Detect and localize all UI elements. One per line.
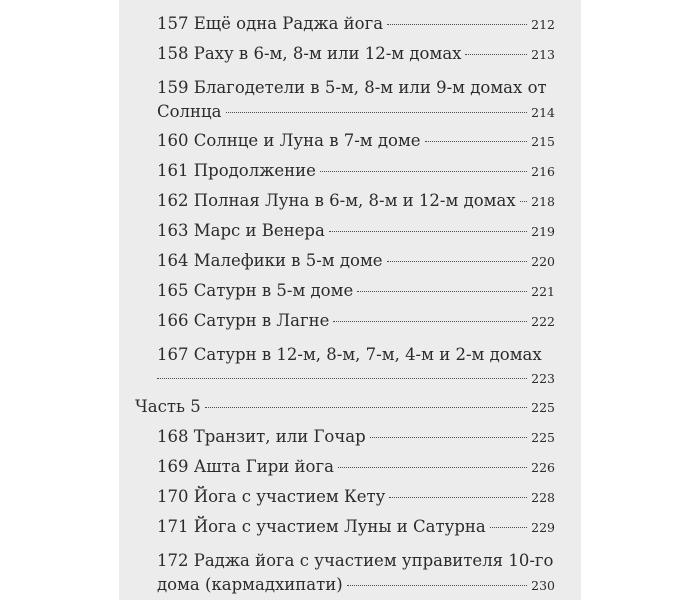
toc-entry-page: 226	[531, 460, 555, 475]
toc-entry-title: 172 Раджа йога с участием управителя 10-го	[157, 551, 554, 570]
toc-entry-168[interactable]	[135, 427, 555, 457]
dot-leader	[338, 467, 527, 468]
toc-entry-title: 161 Продолжение	[157, 161, 316, 180]
toc-entry-158[interactable]	[135, 44, 555, 74]
toc-entry-page: 219	[531, 224, 555, 239]
toc-entry-title: 168 Транзит, или Гочар	[157, 427, 366, 446]
toc-entry-page: 229	[531, 520, 555, 535]
dot-leader	[333, 321, 527, 322]
toc-entry-page: 215	[531, 134, 555, 149]
toc-entry-166[interactable]	[135, 311, 555, 341]
dot-leader	[347, 585, 527, 586]
toc-entry-page: 225	[531, 430, 555, 445]
dot-leader	[425, 141, 528, 142]
toc-entry-172[interactable]	[135, 547, 555, 600]
toc-entry-title: 162 Полная Луна в 6-м, 8-м и 12-м домах	[157, 191, 516, 210]
toc-entry-164[interactable]	[135, 251, 555, 281]
toc-entry-title: 164 Малефики в 5-м доме	[157, 251, 383, 270]
dot-leader	[320, 171, 527, 172]
dot-leader	[389, 497, 527, 498]
toc-entry-title: 160 Солнце и Луна в 7-м доме	[157, 131, 421, 150]
toc-entry-page: 220	[531, 254, 555, 269]
toc-entry-title-continuation: Солнца	[157, 102, 222, 121]
toc-entry-page: 213	[531, 47, 555, 62]
dot-leader	[465, 54, 527, 55]
toc-entry-title: 165 Сатурн в 5-м доме	[157, 281, 354, 300]
toc-entry-171[interactable]	[135, 517, 555, 547]
toc-entry-page: 221	[531, 284, 555, 299]
toc-entry-165[interactable]	[135, 281, 555, 311]
toc-entry-title: 167 Сатурн в 12-м, 8-м, 7-м, 4-м и 2-м домах	[157, 345, 542, 364]
dot-leader	[205, 407, 527, 408]
toc-entry-title: 169 Ашта Гири йога	[157, 457, 334, 476]
dot-leader	[157, 378, 527, 379]
toc-entry-page: 218	[531, 194, 555, 209]
toc-entry-167[interactable]	[135, 341, 555, 397]
dot-leader	[520, 201, 528, 202]
dot-leader	[387, 24, 527, 25]
toc-entry-page: 214	[531, 105, 555, 120]
toc-part-title: Часть 5	[135, 397, 201, 416]
table-of-contents	[135, 14, 555, 600]
toc-entry-title: 170 Йога с участием Кету	[157, 487, 386, 506]
toc-entry-169[interactable]	[135, 457, 555, 487]
toc-entry-page: 230	[531, 578, 555, 593]
toc-entry-162[interactable]	[135, 191, 555, 221]
book-page	[119, 0, 581, 600]
toc-entry-170[interactable]	[135, 487, 555, 517]
toc-entry-161[interactable]	[135, 161, 555, 191]
toc-entry-title: 159 Благодетели в 5-м, 8-м или 9-м домах от	[157, 78, 547, 97]
toc-entry-page: 223	[531, 371, 555, 386]
dot-leader	[370, 437, 527, 438]
toc-entry-page: 216	[531, 164, 555, 179]
toc-entry-title: 158 Раху в 6-м, 8-м или 12-м домах	[157, 44, 462, 63]
toc-entry-160[interactable]	[135, 131, 555, 161]
dot-leader	[226, 112, 528, 113]
toc-entry-page: 228	[531, 490, 555, 505]
toc-entry-157[interactable]	[135, 14, 555, 44]
toc-entry-title-continuation: дома (кармадхипати)	[157, 575, 343, 594]
dot-leader	[490, 527, 527, 528]
toc-entry-title: 157 Ещё одна Раджа йога	[157, 14, 384, 33]
toc-entry-159[interactable]	[135, 74, 555, 131]
toc-entry-page: 212	[531, 17, 555, 32]
toc-entry-163[interactable]	[135, 221, 555, 251]
toc-part-5[interactable]	[135, 397, 555, 427]
dot-leader	[329, 231, 527, 232]
dot-leader	[357, 291, 527, 292]
toc-entry-title: 171 Йога с участием Луны и Сатурна	[157, 517, 486, 536]
toc-entry-page: 225	[531, 400, 555, 415]
toc-entry-title: 163 Марс и Венера	[157, 221, 325, 240]
toc-entry-page: 222	[531, 314, 555, 329]
toc-entry-title: 166 Сатурн в Лагне	[157, 311, 330, 330]
dot-leader	[387, 261, 528, 262]
